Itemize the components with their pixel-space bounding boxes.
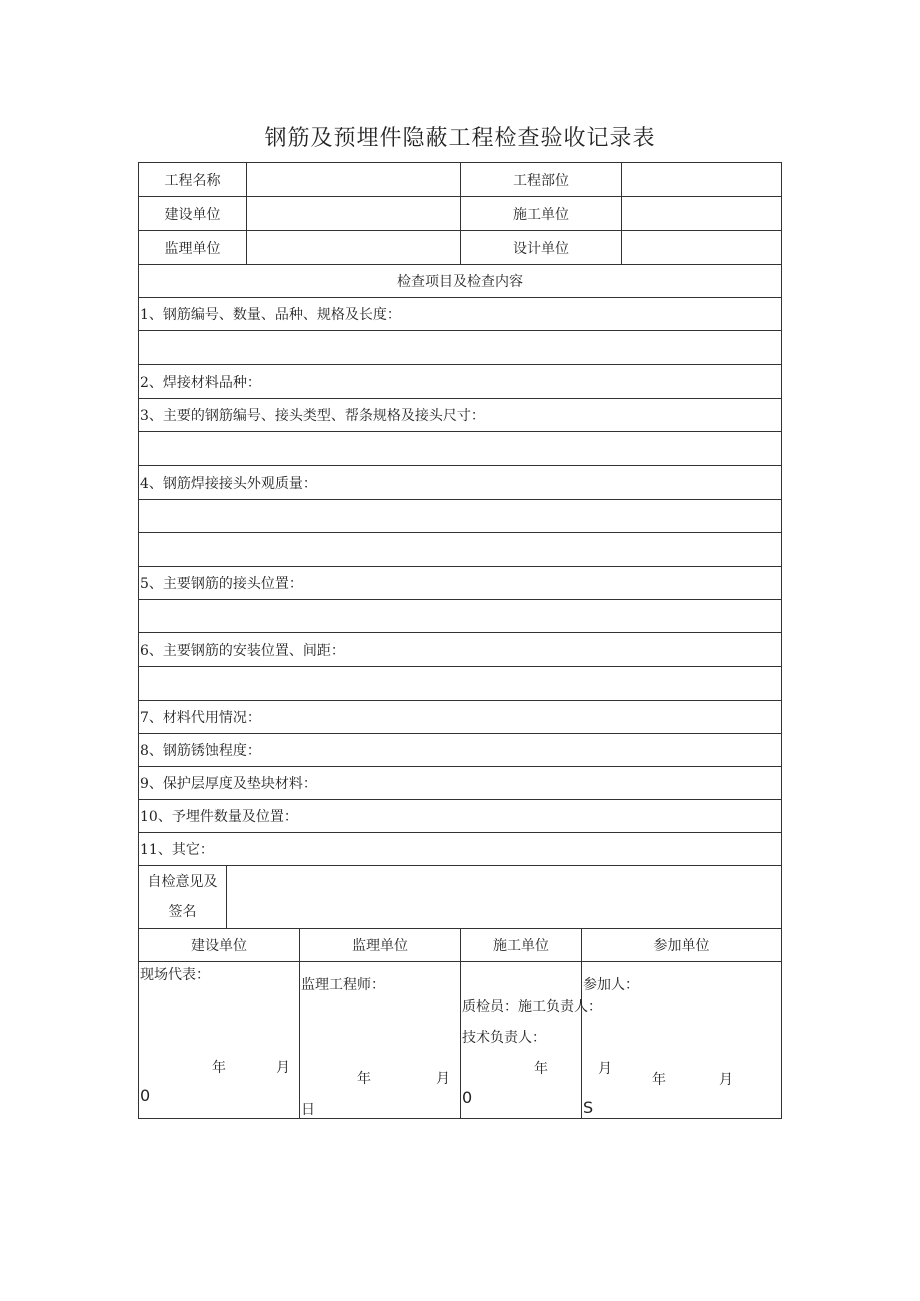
build-unit-value[interactable] [247,197,461,231]
item-6-answer[interactable] [139,667,782,701]
participant-label: 参加人： [583,977,640,993]
sign-cell-build[interactable] [139,962,300,1119]
sign-cell-participant[interactable] [582,962,782,1119]
item-7-label: 7、材料代用情况： [139,701,782,734]
self-check-line1: 自检意见及 [147,874,218,890]
item-2-label: 2、焊接材料品种： [139,365,782,399]
year-label: 年 [534,1061,549,1077]
month-label: 月 [276,1060,290,1076]
item-3-label: 3、主要的钢筋编号、接头类型、帮条规格及接头尺寸： [139,399,782,432]
day-label: 日 [301,1102,315,1118]
item-5-answer[interactable] [139,600,782,633]
item-4-label: 4、钢筋焊接接头外观质量： [139,466,782,500]
month-label: 月 [436,1071,450,1087]
project-part-value[interactable] [622,163,782,197]
item-11-label: 11、其它： [139,833,782,866]
construct-unit-value[interactable] [622,197,782,231]
page-title: 钢筋及预埋件隐蔽工程检查验收记录表 [264,126,656,151]
item-3-answer[interactable] [139,432,782,466]
sign-header-supervise: 监理单位 [300,929,461,962]
build-mark: 0 [140,1086,151,1105]
supervise-unit-value[interactable] [247,231,461,265]
build-unit-label: 建设单位 [139,197,247,231]
item-4-answer-b[interactable] [139,533,782,567]
year-label: 年 [212,1060,226,1076]
construct-mark: 0 [462,1088,473,1107]
sign-header-participant: 参加单位 [582,929,782,962]
item-9-label: 9、保护层厚度及垫块材料： [139,767,782,800]
month-label: 月 [598,1061,613,1077]
construct-unit-label: 施工单位 [461,197,622,231]
project-part-label: 工程部位 [461,163,622,197]
item-5-label: 5、主要钢筋的接头位置： [139,567,782,600]
project-name-value[interactable] [247,163,461,197]
qc-label: 质检员：施工负责人： [462,999,603,1015]
design-unit-value[interactable] [622,231,782,265]
item-8-label: 8、钢筋锈蚀程度： [139,734,782,767]
section-title: 检查项目及检查内容 [139,265,782,298]
year-label: 年 [652,1072,667,1088]
self-check-value[interactable] [227,866,782,929]
design-unit-label: 设计单位 [461,231,622,265]
item-4-answer-a[interactable] [139,500,782,533]
item-1-answer[interactable] [139,331,782,365]
inspection-form-table [138,162,782,1119]
self-check-line2: 签名 [168,904,197,920]
project-name-label: 工程名称 [139,163,247,197]
item-6-label: 6、主要钢筋的安装位置、间距： [139,633,782,667]
item-1-label: 1、钢筋编号、数量、品种、规格及长度： [139,298,782,331]
sign-header-construct: 施工单位 [461,929,582,962]
tech-lead-label: 技术负责人： [462,1030,547,1046]
site-rep-label: 现场代表： [140,967,210,983]
month-label: 月 [719,1072,734,1088]
supervising-engineer-label: 监理工程师： [301,977,385,993]
year-label: 年 [357,1071,371,1087]
item-10-label: 10、予埋件数量及位置： [139,800,782,833]
self-check-label [139,866,227,929]
sign-header-build: 建设单位 [139,929,300,962]
supervise-unit-label: 监理单位 [139,231,247,265]
sign-cell-supervise[interactable] [300,962,461,1119]
participant-mark: S [583,1098,594,1117]
